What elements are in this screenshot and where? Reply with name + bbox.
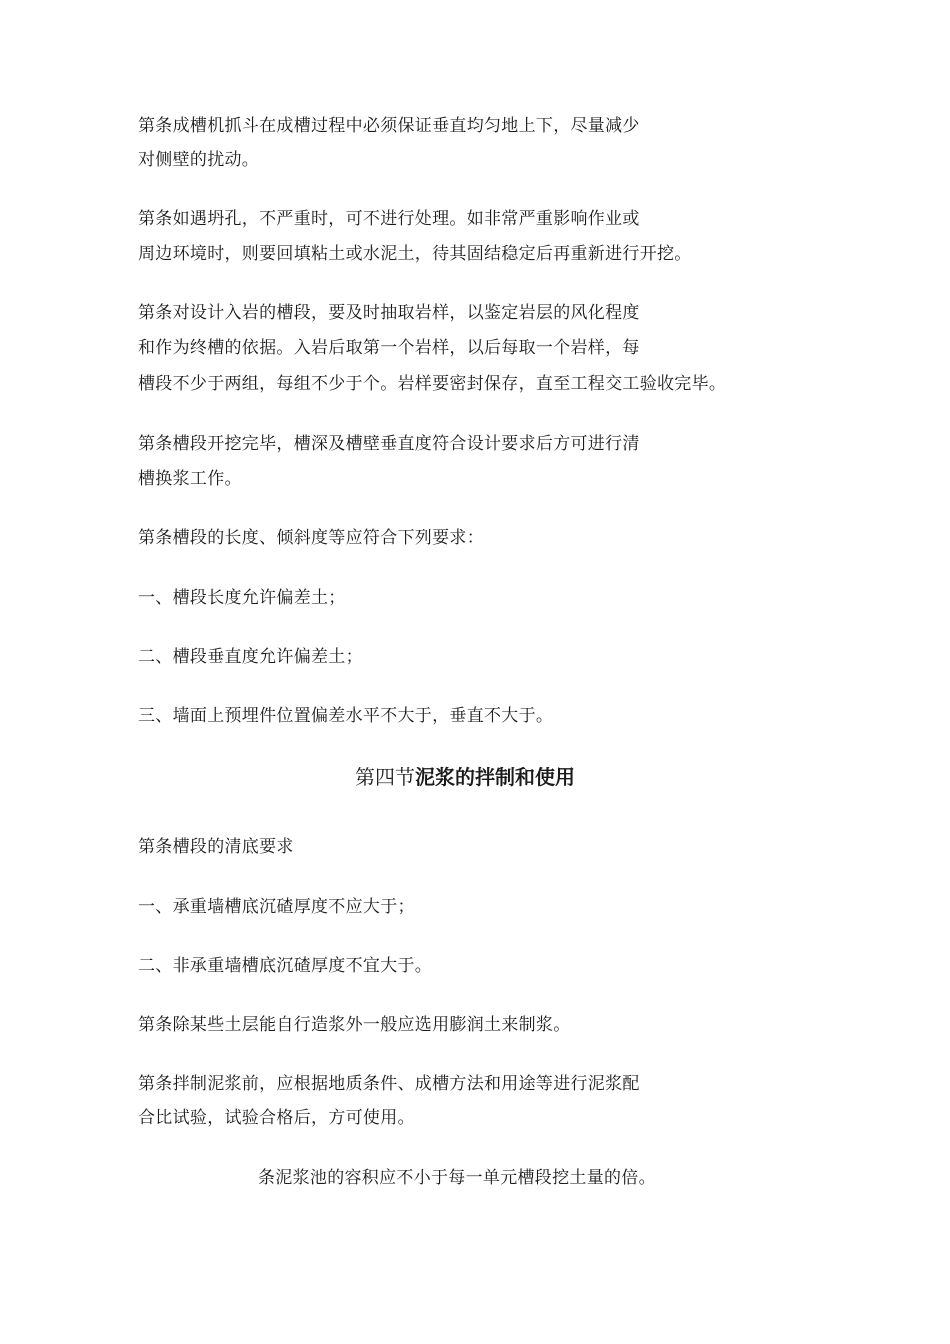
paragraph-2-line-2: 周边环境时，则要回填粘土或水泥土，待其固结稳定后再重新进行开挖。 (138, 244, 692, 264)
section-heading-title: 泥浆的拌制和使用 (415, 765, 575, 789)
paragraph-after-5-line-1: 第条拌制泥浆前，应根据地质条件、成槽方法和用途等进行泥浆配 (138, 1074, 640, 1094)
paragraph-after-6-line-1: 条泥浆池的容积应不小于每一单元槽段挖土量的倍。 (258, 1168, 656, 1188)
paragraph-after-5-line-2: 合比试验，试验合格后，方可使用。 (138, 1108, 415, 1128)
paragraph-after-3-line-1: 二、非承重墙槽底沉碴厚度不宜大于。 (138, 956, 433, 976)
paragraph-3-line-1: 第条对设计入岩的槽段，要及时抽取岩样，以鉴定岩层的风化程度 (138, 303, 640, 323)
paragraph-after-2-line-1: 一、承重墙槽底沉碴厚度不应大于； (138, 897, 415, 917)
list-item-2: 二、槽段垂直度允许偏差土； (138, 647, 363, 667)
paragraph-3-line-2: 和作为终槽的依据。入岩后取第一个岩样，以后每取一个岩样，每 (138, 338, 640, 358)
paragraph-4-line-1: 第条槽段开挖完毕，槽深及槽壁垂直度符合设计要求后方可进行清 (138, 434, 640, 454)
paragraph-5-line-1: 第条槽段的长度、倾斜度等应符合下列要求： (138, 528, 484, 548)
paragraph-2-line-1: 第条如遇坍孔，不严重时，可不进行处理。如非常严重影响作业或 (138, 209, 640, 229)
paragraph-1-line-2: 对侧壁的扰动。 (138, 150, 260, 170)
paragraph-4-line-2: 槽换浆工作。 (138, 469, 242, 489)
section-heading-prefix: 第四节 (355, 765, 415, 789)
paragraph-after-1-line-1: 第条槽段的清底要求 (138, 837, 294, 857)
paragraph-1-line-1: 第条成槽机抓斗在成槽过程中必须保证垂直均匀地上下，尽量减少 (138, 116, 640, 136)
section-heading (355, 765, 575, 789)
list-item-1: 一、槽段长度允许偏差土； (138, 588, 346, 608)
paragraph-3-line-3: 槽段不少于两组，每组不少于个。岩样要密封保存，直至工程交工验收完毕。 (138, 374, 727, 394)
paragraph-after-4-line-1: 第条除某些土层能自行造浆外一般应选用膨润土来制浆。 (138, 1015, 571, 1035)
list-item-3: 三、墙面上预埋件位置偏差水平不大于，垂直不大于。 (138, 706, 554, 726)
